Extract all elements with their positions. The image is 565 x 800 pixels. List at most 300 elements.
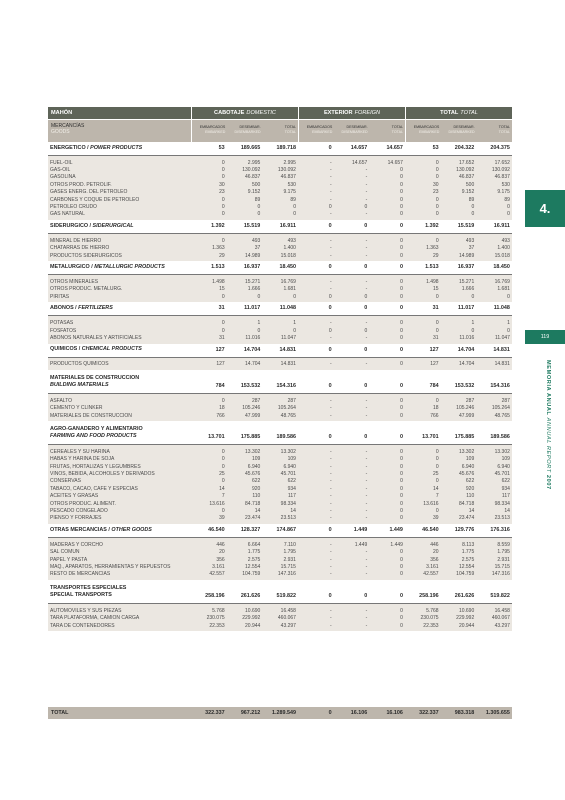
cell-value: 1.775 [247,549,261,556]
cell-value: 8.559 [497,541,510,548]
total-value: 0 [328,710,332,716]
cell-value: - [365,211,368,218]
cell-value: - [329,607,332,614]
cell-value: 2.995 [247,159,261,166]
cell-value: 356 [216,556,225,563]
total-value: 1.289.549 [271,710,296,716]
total-value: 16.106 [350,710,368,716]
cell-value: 30 [433,181,439,188]
cell-value: - [329,549,332,556]
cell-value: 356 [430,556,439,563]
table-row [48,485,512,492]
goods-name: HABAS Y HARINA DE SOJA [50,456,115,463]
cell-value: - [329,412,332,419]
table-row [48,166,512,173]
cell-value: 287 [251,397,261,404]
table-row [48,412,512,419]
cell-value: 47.999 [245,412,261,419]
cell-value: 0 [435,211,439,218]
cell-value: 500 [465,181,475,188]
section-total-value: 0 [328,527,332,534]
cell-value: 6.940 [497,463,510,470]
cell-value: 105.246 [456,405,475,412]
section-total-value: 258.196 [419,593,439,600]
cell-value: 0 [221,196,225,203]
cell-value: 1 [471,320,475,327]
cell-value: - [365,607,368,614]
cell-value: - [329,252,332,259]
cell-value: - [329,463,332,470]
cell-value: 13.302 [245,448,261,455]
section-total-value: 16.937 [457,264,475,271]
cell-value: - [329,448,332,455]
cell-value: - [329,181,332,188]
cell-value: 15.271 [458,278,475,285]
table-row [48,463,512,470]
table-row [48,493,512,500]
goods-name: GAS-OIL [50,167,71,174]
cell-value: 0 [400,361,403,368]
cell-value: 45.701 [494,471,510,478]
section-total-value: 0 [399,264,403,271]
cell-value: 127 [216,361,225,368]
section-total-value: 0 [364,305,368,312]
table-row [48,470,512,477]
cell-value: 43.297 [494,622,510,629]
cell-value: - [365,196,368,203]
cell-value: 287 [287,397,296,404]
cell-value: 0 [400,493,403,500]
section-total-value: 15.519 [243,223,261,230]
cell-value: 766 [216,412,225,419]
cell-value: 109 [287,456,296,463]
cell-value: 13.616 [423,500,439,507]
goods-name: POTASAS [50,320,74,327]
section-total-value: 0 [328,593,332,600]
goods-name: CARBONES Y COQUE DE PETRÓLEO [50,196,140,203]
section-total-value: 16.937 [243,264,261,271]
cell-value: - [365,563,368,570]
cell-value: 0 [471,327,475,334]
cell-value: 105.246 [242,405,261,412]
cell-value: 15.271 [245,278,261,285]
cell-value: - [365,622,368,629]
cell-value: 31 [219,334,225,341]
section-total-value: 46.540 [422,527,439,534]
cell-value: - [329,493,332,500]
cell-value: 493 [251,237,261,244]
table-row [48,189,512,196]
cell-value: - [365,515,368,522]
cell-value: 89 [504,196,510,203]
cell-value: 287 [465,397,475,404]
cell-value: 0 [221,211,225,218]
goods-name: TARA DE CONTENEDORES [50,622,115,629]
cell-value: 13.302 [494,448,510,455]
cell-value: 130.092 [277,167,296,174]
table-row [48,252,512,259]
cell-value: - [329,278,332,285]
cell-value: 0 [400,485,403,492]
cell-value: 37 [468,245,475,252]
cell-value: - [329,541,332,548]
goods-name: MADERAS Y CORCHO [50,541,103,548]
section-total-value: 0 [364,383,368,390]
table-header-columns [48,120,512,142]
cell-value: - [329,189,332,196]
cell-value: 11.016 [245,334,261,341]
cell-value: - [365,478,368,485]
cell-value: 15 [433,286,439,293]
cell-value: 0 [364,327,368,334]
section-total-value: 128.327 [240,527,261,534]
cell-value: 89 [468,196,475,203]
report-title-vertical [542,360,550,490]
section-total-value: 0 [399,305,403,312]
cell-value: 0 [400,196,403,203]
cell-value: 42.557 [423,571,439,578]
table-row [48,278,512,285]
section-total-value: 14.831 [279,346,296,353]
section-total-value: 1.449 [353,527,368,534]
cell-value: 14.657 [351,159,368,166]
section-total-value: 14.704 [457,346,475,353]
cell-value: 0 [328,204,332,211]
goods-name: PIENSO Y FORRAJES [50,515,102,522]
cell-value: 84.718 [458,500,475,507]
cell-value: - [329,361,332,368]
cell-value: 0 [221,397,225,404]
section-total-value: 204.322 [454,145,475,151]
cell-value: 0 [221,320,225,327]
cell-value: - [365,286,368,293]
cell-value: 6.940 [461,463,475,470]
section-total-value: 0 [328,434,332,441]
section-total-value: 16.911 [493,223,510,230]
cell-value: 23.513 [494,515,510,522]
section-items [48,538,512,580]
section-row [48,344,512,356]
table-row [48,614,512,621]
cell-value: 229.992 [456,615,475,622]
section-total-value: 189.665 [240,145,261,151]
table-row [48,361,512,368]
table-row [48,456,512,463]
cell-value: 500 [251,181,261,188]
cell-value: - [365,189,368,196]
cell-value: 130.092 [456,167,475,174]
section-total-value: 14.657 [386,145,403,151]
cell-value: 20 [433,549,439,556]
table-row [48,196,512,203]
section-total-value: 0 [364,264,368,271]
cell-value: 3.161 [426,563,439,570]
cell-value: 109 [251,456,261,463]
cell-value: - [365,405,368,412]
section-title: OTRAS MERCANCÍAS / OTHER GOODS [50,526,152,533]
goods-name: SAL COMÚN [50,549,80,556]
cell-value: - [365,549,368,556]
table-row [48,549,512,556]
cell-value: - [365,448,368,455]
cell-value: 0 [400,278,403,285]
goods-name: OTROS PRODUC. METALÚRG. [50,286,123,293]
cell-value: 0 [400,204,403,211]
total-value: 983.318 [454,710,475,716]
goods-name: RESTO DE MERCANCÍAS [50,571,111,578]
table-row [48,203,512,210]
cell-value: 109 [465,456,475,463]
cell-value: 14.831 [494,361,510,368]
section-title: MATERIALES DE CONSTRUCCIÓN BUILDING MATERIALS [50,375,140,389]
section-row [48,142,512,154]
cell-value: 39 [219,515,225,522]
cell-value: 14 [433,485,439,492]
cell-value: - [329,478,332,485]
section-items [48,604,512,631]
section-items [48,156,512,220]
cell-value: 10.690 [458,607,475,614]
cell-value: 18 [219,405,225,412]
cell-value: 230.075 [420,615,439,622]
section-total-value: 261.626 [454,593,475,600]
section-items [48,234,512,261]
table-body [48,142,512,631]
cell-value: 16.458 [494,607,510,614]
cell-value: 934 [287,485,296,492]
section-title: AGRO-GANADERO Y ALIMENTARIO FARMING AND FOOD PRODUCTS [50,426,143,440]
cell-value: 89 [290,196,296,203]
goods-name: ACEITES Y GRASAS [50,493,99,500]
cell-value: - [329,508,332,515]
cell-value: 0 [221,204,225,211]
cell-value: 0 [400,237,403,244]
section-total-value: 0 [328,346,332,353]
section-total-value: 11.017 [244,305,261,312]
cell-value: 12.554 [458,563,475,570]
cell-value: 14.704 [458,361,475,368]
cell-value: 0 [435,167,439,174]
section-total-value: 0 [399,383,403,390]
cell-value: 6.940 [283,463,296,470]
cell-value: 45.701 [280,471,296,478]
total-label: TOTAL [51,710,69,716]
cell-value: 0 [507,327,510,334]
section-total-value: 519.822 [276,593,296,600]
cell-value: 104.759 [456,571,475,578]
section-total-value: 1.392 [425,223,439,230]
section-total-value: 129.776 [454,527,475,534]
cell-value: 37 [254,245,261,252]
vertical-title-en: ANNUAL REPORT [545,417,551,475]
cell-value: - [329,556,332,563]
cell-value: 0 [221,167,225,174]
cell-value: 42.557 [209,571,225,578]
cell-value: 130.092 [242,167,261,174]
cell-value: 23.474 [458,515,475,522]
cell-value: 0 [257,211,261,218]
goods-name: PESCADO CONGELADO [50,508,108,515]
cell-value: 0 [257,327,261,334]
cell-value: 0 [435,478,439,485]
cell-value: - [365,463,368,470]
section-total-value: 14.657 [350,145,368,151]
cell-value: 18 [433,405,439,412]
cell-value: - [329,571,332,578]
cell-value: 0 [400,615,403,622]
cell-value: 0 [471,204,475,211]
cell-value: 43.297 [280,622,296,629]
table-row [48,556,512,563]
cell-value: - [329,615,332,622]
table-row [48,500,512,507]
cell-value: 0 [221,159,225,166]
cell-value: - [365,412,368,419]
total-value: 16.106 [386,710,403,716]
cell-value: 98.334 [494,500,510,507]
cell-value: - [365,397,368,404]
section-total-value: 1.449 [389,527,403,534]
table-row [48,327,512,334]
cell-value: - [329,500,332,507]
cell-value: 0 [435,463,439,470]
section-total-value: 53 [432,145,439,151]
section-total-value: 0 [364,346,368,353]
cell-value: - [365,237,368,244]
cell-value: 147.316 [491,571,510,578]
group-header-domestic: CABOTAJE DOMESTIC [191,107,298,119]
cell-value: 1.666 [461,286,475,293]
goods-name: OTROS PRODUC. ALIMENT. [50,500,116,507]
section-total-value: 14.704 [243,346,261,353]
cell-value: 0 [257,204,261,211]
goods-name: CEREALES Y SU HARINA [50,448,110,455]
table-row [48,237,512,244]
cell-value: 0 [435,320,439,327]
cell-value: 0 [435,293,439,300]
cell-value: - [329,237,332,244]
cell-value: 0 [328,327,332,334]
cell-value: 46.837 [494,174,510,181]
cell-value: - [365,500,368,507]
cell-value: 1.795 [283,549,296,556]
cell-value: 766 [430,412,439,419]
table-row [48,571,512,578]
section-items [48,358,512,370]
section-total-value: 127 [429,346,439,353]
subheader-group: EMBARCADOS EMBARKED DESEMBAR. DISEMBARKED TOTAL TOTAL [298,120,405,142]
cell-value: - [329,515,332,522]
cell-value: 45.676 [245,471,261,478]
cell-value: 12.554 [245,563,261,570]
table-row [48,541,512,548]
cell-value: 920 [465,485,475,492]
cell-value: 23.474 [245,515,261,522]
cell-value: 1.681 [497,286,510,293]
cell-value: 14.657 [387,159,403,166]
cell-value: 0 [435,174,439,181]
cell-value: 0 [400,563,403,570]
goods-name: PETRÓLEO CRUDO [50,204,97,211]
section-items [48,275,512,302]
cell-value: 20.944 [458,622,475,629]
cell-value: 2.575 [461,556,475,563]
cell-value: 2.995 [283,159,296,166]
section-total-value: 0 [328,223,332,230]
cell-value: - [365,245,368,252]
section-total-value: 519.822 [490,593,510,600]
cell-value: 0 [400,478,403,485]
cell-value: 14 [468,508,475,515]
table-row [48,174,512,181]
goods-name: TABACO, CACAO, CAFÉ Y ESPECIAS [50,485,138,492]
cell-value: 105.264 [491,405,510,412]
total-row [48,707,512,719]
cell-value: 15.715 [494,563,510,570]
section-total-value: 0 [328,145,332,151]
section-row [48,524,512,536]
cell-value: - [329,211,332,218]
cell-value: 46.837 [458,174,475,181]
cell-value: 14.831 [280,361,296,368]
section-row [48,580,512,602]
cell-value: 0 [293,293,296,300]
cell-value: - [329,405,332,412]
table-row [48,181,512,188]
goods-name: GASES ENERG. DEL PETRÓLEO [50,189,128,196]
cell-value: - [329,320,332,327]
section-total-value: 154.316 [490,383,510,390]
cell-value: - [365,174,368,181]
cell-value: - [365,252,368,259]
section-title: ABONOS / FERTILIZERS [50,304,113,311]
cell-value: - [365,485,368,492]
cell-value: 0 [400,167,403,174]
cell-value: 16.458 [280,607,296,614]
cell-value: 5.768 [426,607,439,614]
cell-value: 0 [364,293,368,300]
cell-value: - [365,181,368,188]
cell-value: 934 [501,485,510,492]
cell-value: 23 [433,189,439,196]
cell-value: 0 [400,456,403,463]
cell-value: - [329,397,332,404]
cell-value: 0 [400,245,403,252]
cell-value: 11.016 [459,334,475,341]
cell-value: 46.837 [245,174,261,181]
cell-value: 130.092 [491,167,510,174]
cell-value: 460.067 [491,615,510,622]
section-total-value: 784 [215,383,225,390]
section-total-value: 16.911 [279,223,296,230]
cell-value: - [365,615,368,622]
cell-value: - [365,493,368,500]
section-total-value: 18.450 [493,264,510,271]
goods-column-header: MERCANCÍAS GOODS [51,123,85,135]
cell-value: 6.664 [247,541,261,548]
cell-value: 0 [400,412,403,419]
cell-value: 1.666 [247,286,261,293]
table-row [48,515,512,522]
cell-value: 0 [221,456,225,463]
cell-value: 0 [400,252,403,259]
subheader-group: EMBARCADOS EMBARKED DESEMBAR. DISEMBARKED TOTAL TOTAL [405,120,512,142]
table-row [48,397,512,404]
section-total-value: 13.701 [208,434,225,441]
goods-name: GAS NATURAL [50,211,85,218]
cell-value: - [365,508,368,515]
cell-value: 105.264 [277,405,296,412]
